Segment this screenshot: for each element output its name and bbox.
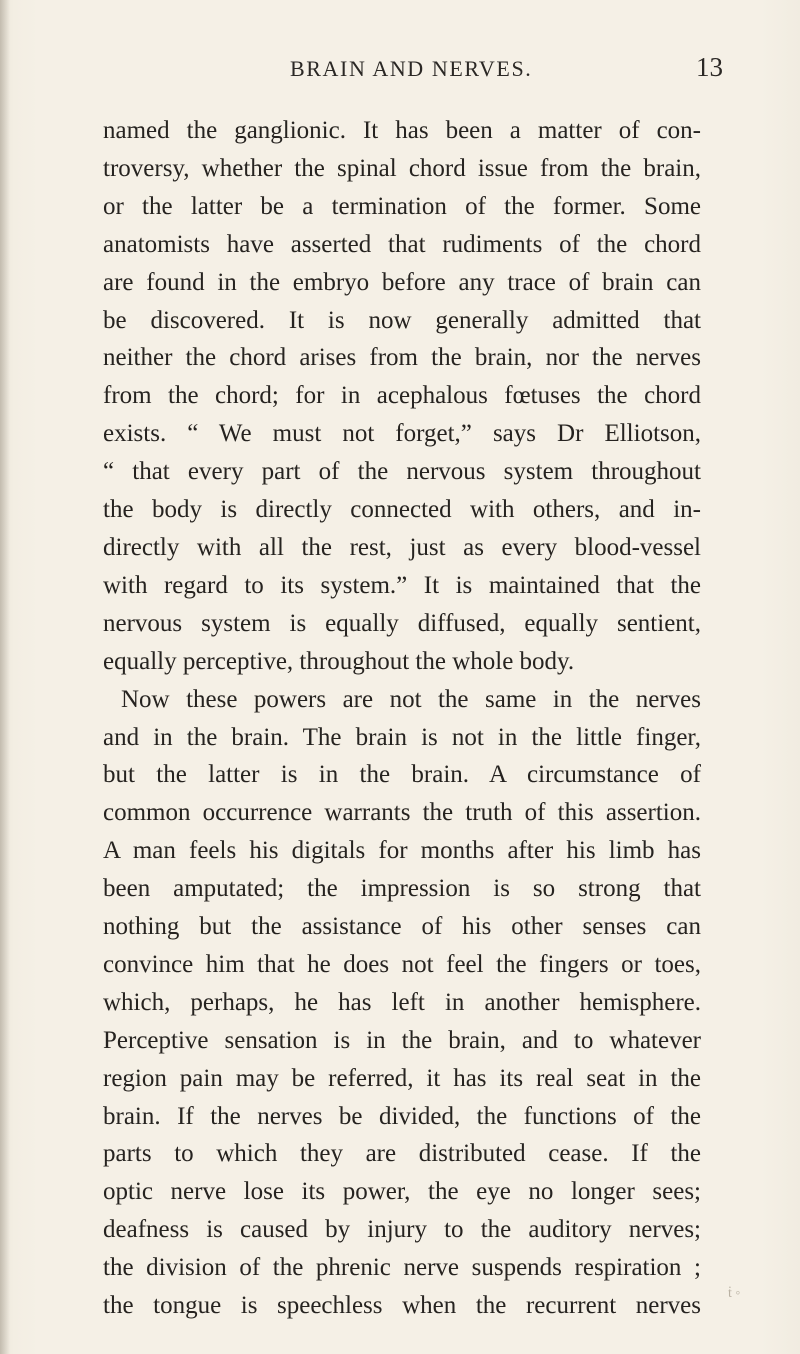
text-line: the division of the phrenic nerve suspends respiration ; bbox=[103, 1254, 701, 1282]
running-head bbox=[0, 52, 800, 92]
text-line: the tongue is speechless when the recurrent nerves bbox=[103, 1292, 701, 1320]
text-line: “ that every part of the nervous system throughout bbox=[103, 458, 701, 486]
text-line: neither the chord arises from the brain, nor the nerves bbox=[103, 344, 701, 372]
page-number: 13 bbox=[696, 52, 723, 82]
text-line: but the latter is in the brain. A circumstance of bbox=[103, 761, 701, 789]
text-line: are found in the embryo before any trace of brain can bbox=[103, 268, 701, 296]
text-line: exists. “ We must not forget,” says Dr Elliotson, bbox=[103, 420, 701, 448]
text-line: Perceptive sensation is in the brain, and to whatever bbox=[103, 1026, 701, 1054]
text-line: the body is directly connected with others, and in- bbox=[103, 496, 701, 524]
text-line: region pain may be referred, it has its real seat in the bbox=[103, 1064, 701, 1092]
text-line: from the chord; for in acephalous fœtuses the chord bbox=[103, 382, 701, 410]
text-line: common occurrence warrants the truth of this assertion. bbox=[103, 799, 701, 827]
running-head-title: BRAIN AND NERVES. bbox=[290, 56, 533, 81]
text-line: or the latter be a termination of the former. Some bbox=[103, 192, 701, 220]
text-line: and in the brain. The brain is not in the little finger, bbox=[103, 723, 701, 751]
text-line: nothing but the assistance of his other senses can bbox=[103, 913, 701, 941]
text-line: deafness is caused by injury to the auditory nerves; bbox=[103, 1216, 701, 1244]
text-line: named the ganglionic. It has been a matter of con- bbox=[103, 117, 701, 144]
text-line: Now these powers are not the same in the nerves bbox=[121, 685, 701, 713]
text-line: anatomists have asserted that rudiments of the chord bbox=[103, 230, 701, 258]
text-line: parts to which they are distributed cease. If the bbox=[103, 1140, 701, 1168]
text-line: directly with all the rest, just as every blood-vessel bbox=[103, 533, 701, 561]
body-text bbox=[103, 112, 701, 1325]
gutter-shadow bbox=[0, 0, 10, 1354]
text-line: be discovered. It is now generally admitted that bbox=[103, 306, 701, 334]
text-line: equally perceptive, throughout the whole body. bbox=[103, 647, 575, 675]
text-line: been amputated; the impression is so strong that bbox=[103, 875, 701, 903]
text-line: nervous system is equally diffused, equally sentient, bbox=[103, 609, 701, 637]
text-line: A man feels his digitals for months after his limb has bbox=[103, 837, 701, 865]
text-line: optic nerve lose its power, the eye no longer sees; bbox=[103, 1178, 701, 1206]
print-speck: ṫ ◦ bbox=[728, 1286, 741, 1301]
text-line: with regard to its system.” It is maintained that the bbox=[103, 571, 701, 599]
text-line: which, perhaps, he has left in another hemisphere. bbox=[103, 988, 701, 1016]
text-line: convince him that he does not feel the fingers or toes, bbox=[103, 950, 701, 978]
text-line: troversy, whether the spinal chord issue from the brain, bbox=[103, 154, 701, 182]
text-line: brain. If the nerves be divided, the functions of the bbox=[103, 1102, 701, 1130]
